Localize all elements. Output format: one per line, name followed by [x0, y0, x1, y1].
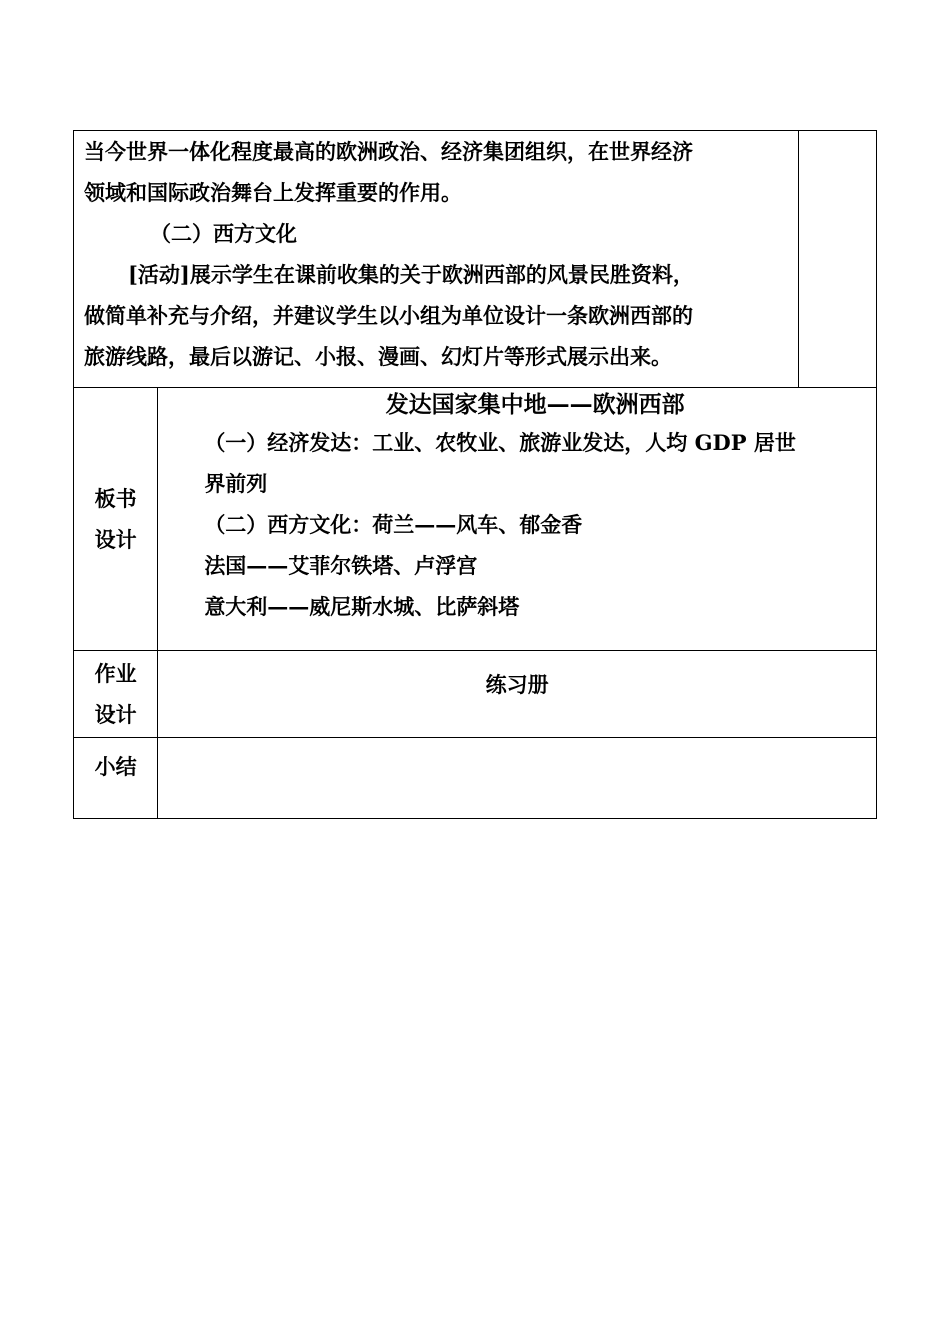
homework-content: 练习册 [158, 651, 877, 738]
teaching-process-content [74, 131, 799, 388]
board-line: （二）西方文化：荷兰——风车、郁金香 [204, 512, 583, 537]
note-column-cell [798, 131, 876, 388]
label-line: 板书 [94, 486, 137, 511]
homework-label [74, 651, 158, 738]
summary-row [74, 738, 877, 819]
paragraph-line: [活动]展示学生在课前收集的关于欧洲西部的风景民胜资料， [128, 262, 694, 287]
board-line: 意大利——威尼斯水城、比萨斜塔 [204, 594, 520, 619]
board-line: 界前列 [204, 471, 268, 496]
paragraph-line: 旅游线路，最后以游记、小报、漫画、幻灯片等形式展示出来。 [84, 344, 672, 369]
section-heading: （二）西方文化 [150, 221, 297, 246]
label-line: 作业 [94, 661, 137, 686]
board-title: 发达国家集中地——欧洲西部 [385, 391, 685, 418]
board-design-row [74, 388, 877, 651]
lesson-plan-table [73, 130, 877, 819]
paragraph-line: 领域和国际政治舞台上发挥重要的作用。 [84, 180, 462, 205]
board-design-content [158, 388, 877, 651]
summary-label: 小结 [74, 738, 158, 819]
teaching-process-row [74, 131, 877, 388]
label-line: 设计 [94, 527, 137, 552]
board-line: （一）经济发达：工业、农牧业、旅游业发达，人均 GDP 居世 [204, 430, 796, 455]
homework-row [74, 651, 877, 738]
paragraph-line: 做简单补充与介绍，并建议学生以小组为单位设计一条欧洲西部的 [84, 303, 693, 328]
label-line: 设计 [94, 702, 137, 727]
board-line: 法国——艾菲尔铁塔、卢浮宫 [204, 553, 478, 578]
paragraph-line: 当今世界一体化程度最高的欧洲政治、经济集团组织，在世界经济 [84, 139, 693, 164]
board-design-label [74, 388, 158, 651]
summary-content [158, 738, 877, 819]
